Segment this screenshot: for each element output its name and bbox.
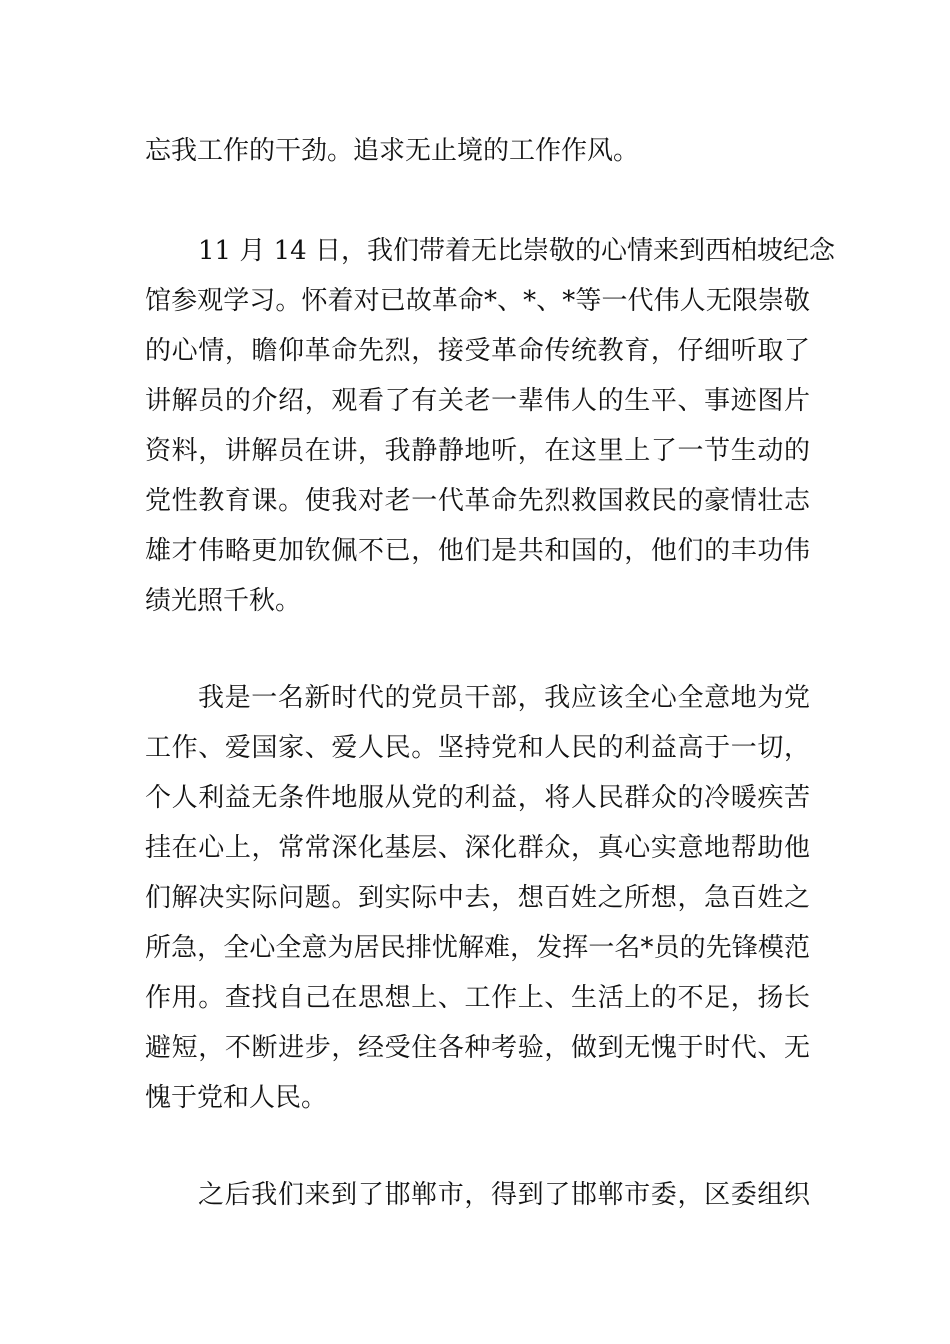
paragraph-2-line-4: 讲解员的介绍，观看了有关老一辈伟人的生平、事迹图片 [145, 386, 810, 416]
paragraph-3-line-4: 挂在心上，常常深化基层、深化群众，真心实意地帮助他 [145, 833, 810, 863]
paragraph-2-line-2: 馆参观学习。怀着对已故革命*、*、*等一代伟人无限崇敬 [145, 286, 810, 316]
paragraph-3-line-2: 工作、爱国家、爱人民。坚持党和人民的利益高于一切， [145, 733, 810, 763]
paragraph-3-line-5: 们解决实际问题。到实际中去，想百姓之所想，急百姓之 [145, 883, 810, 913]
paragraph-2-line-3: 的心情，瞻仰革命先烈，接受革命传统教育，仔细听取了 [145, 336, 810, 366]
paragraph-3-line-3: 个人利益无条件地服从党的利益，将人民群众的冷暖疾苦 [145, 783, 810, 813]
paragraph-3-line-6: 所急，全心全意为居民排忧解难，发挥一名*员的先锋模范 [145, 933, 810, 963]
paragraph-2-line-6: 党性教育课。使我对老一代革命先烈救国救民的豪情壮志 [145, 486, 810, 516]
paragraph-3-line-1: 我是一名新时代的党员干部，我应该全心全意地为党 [198, 683, 810, 713]
paragraph-2-line-5: 资料，讲解员在讲，我静静地听，在这里上了一节生动的 [145, 436, 810, 466]
paragraph-1-line-1: 忘我工作的干劲。追求无止境的工作作风。 [145, 136, 640, 166]
paragraph-2-line-7: 雄才伟略更加钦佩不已，他们是共和国的，他们的丰功伟 [145, 536, 810, 566]
paragraph-3-line-7: 作用。查找自己在思想上、工作上、生活上的不足，扬长 [145, 983, 810, 1013]
paragraph-3-line-8: 避短，不断进步，经受住各种考验，做到无愧于时代、无 [145, 1033, 810, 1063]
paragraph-2-line-1: 11 月 14 日，我们带着无比崇敬的心情来到西柏坡纪念 [198, 236, 835, 266]
paragraph-4-line-1: 之后我们来到了邯郸市，得到了邯郸市委，区委组织 [198, 1180, 810, 1210]
paragraph-2-line-8: 绩光照千秋。 [145, 586, 302, 616]
paragraph-3-line-9: 愧于党和人民。 [145, 1083, 328, 1113]
